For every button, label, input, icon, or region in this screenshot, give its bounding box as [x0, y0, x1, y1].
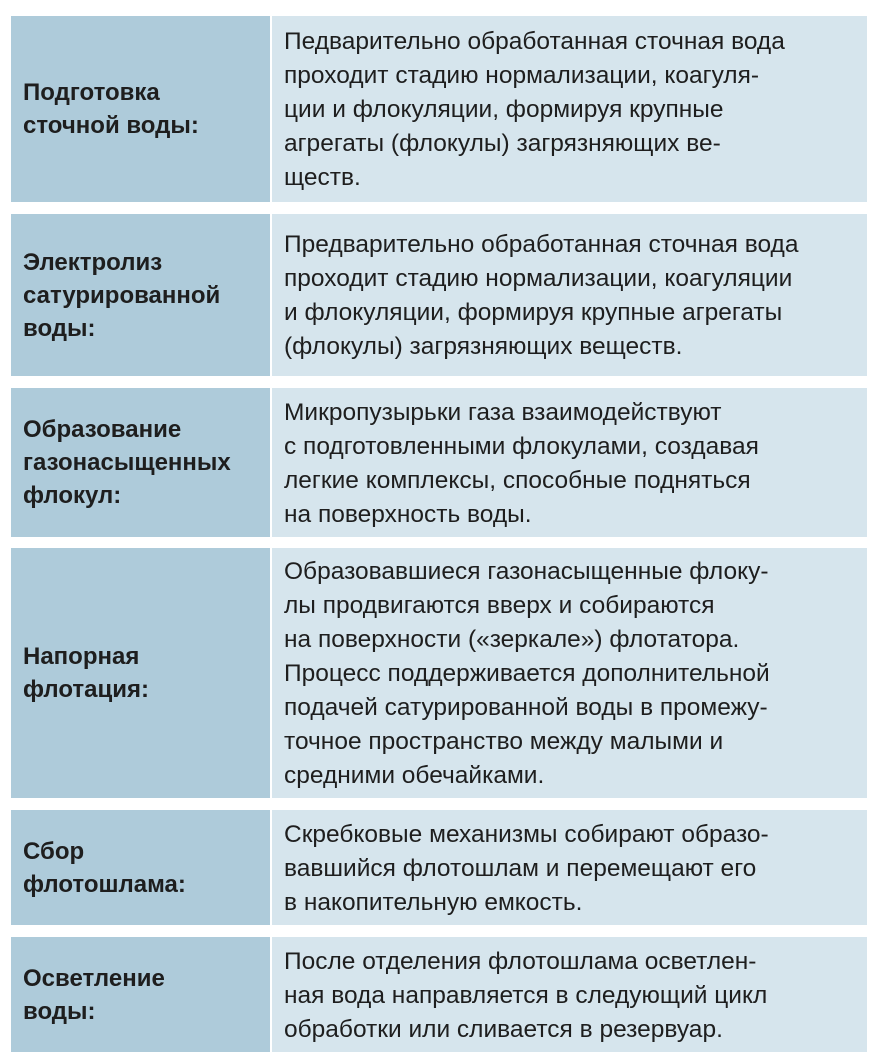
table-row: [11, 810, 867, 925]
table-row: [11, 548, 867, 798]
step-label: [11, 810, 270, 925]
step-label: [11, 214, 270, 376]
step-description-line: точное пространство между малыми и: [284, 728, 724, 755]
step-label: [11, 388, 270, 537]
step-label: [11, 548, 270, 798]
step-label-line: воды:: [23, 997, 96, 1025]
step-description: [272, 388, 867, 537]
table-row: [11, 16, 867, 202]
step-description: [272, 548, 867, 798]
step-label-line: Образование: [23, 416, 182, 443]
step-label-line: Напорная: [23, 643, 140, 670]
table-row: [11, 388, 867, 537]
step-label: [11, 937, 270, 1052]
step-description: [272, 214, 867, 376]
step-description-line: лы продвигаются вверх и собираются: [284, 592, 715, 619]
step-description-line: (флокулы) загрязняющих веществ.: [284, 333, 683, 360]
step-label-line: газонасыщенных: [23, 449, 231, 476]
step-description-line: После отделения флотошлама осветлен-: [284, 947, 757, 975]
step-description-line: Скребковые механизмы собирают образо-: [284, 820, 769, 848]
step-description-line: проходит стадию нормализации, коагуляции: [284, 265, 793, 292]
step-description-line: в накопительную емкость.: [284, 888, 583, 916]
table-row: [11, 214, 867, 376]
step-description-line: Образовавшиеся газонасыщенные флоку-: [284, 558, 769, 585]
step-description-line: ции и флокуляции, формируя крупные: [284, 96, 724, 123]
step-description-line: подачей сатурированной воды в промежу-: [284, 694, 768, 721]
step-description-line: средними обечайками.: [284, 762, 545, 789]
step-label-line: Электролиз: [23, 248, 163, 276]
step-description-line: на поверхность воды.: [284, 500, 532, 528]
step-description-line: проходит стадию нормализации, коагуля-: [284, 62, 760, 89]
step-label: [11, 16, 270, 202]
step-description-line: на поверхности («зеркале») флотатора.: [284, 626, 740, 653]
step-description-line: с подготовленными флокулами, создавая: [284, 432, 759, 460]
step-description-line: и флокуляции, формируя крупные агрегаты: [284, 299, 783, 326]
step-label-line: Осветление: [23, 964, 165, 992]
table-row: [11, 937, 867, 1052]
step-description-line: легкие комплексы, способные подняться: [284, 466, 751, 494]
step-description-line: ная вода направляется в следующий цикл: [284, 981, 768, 1009]
step-label-line: Подготовка: [23, 79, 160, 106]
step-label-line: флотация:: [23, 676, 149, 703]
step-label-line: флокул:: [23, 482, 122, 509]
step-description-line: Предварительно обработанная сточная вода: [284, 231, 799, 258]
step-description: [272, 937, 867, 1052]
step-label-line: сатурированной: [23, 281, 221, 309]
step-description-line: Процесс поддерживается дополнительной: [284, 660, 770, 687]
step-label-line: воды:: [23, 314, 96, 342]
step-label-line: Сбор: [23, 837, 85, 865]
step-description-line: обработки или сливается в резервуар.: [284, 1015, 723, 1043]
step-description: [272, 16, 867, 202]
step-label-line: сточной воды:: [23, 112, 199, 139]
step-description-line: агрегаты (флокулы) загрязняющих ве-: [284, 130, 721, 157]
step-description: [272, 810, 867, 925]
step-description-line: вавшийся флотошлам и перемещают его: [284, 854, 757, 882]
step-label-line: флотошлама:: [23, 870, 186, 898]
step-description-line: ществ.: [284, 164, 361, 191]
step-description-line: Микропузырьки газа взаимодействуют: [284, 398, 722, 426]
step-description-line: Педварительно обработанная сточная вода: [284, 28, 785, 55]
